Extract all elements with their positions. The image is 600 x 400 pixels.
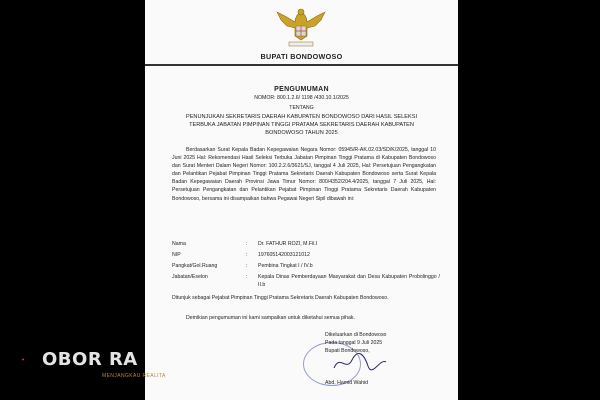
doc-title: PENGUMUMAN (274, 86, 329, 93)
field-colon: : (246, 274, 248, 280)
doc-tentang: TENTANG (289, 105, 314, 111)
header-divider (145, 64, 458, 66)
doc-body: Berdasarkan Surat Kepala Badan Kepegawaian Negara Nomor: 05945/R-AK.02.03/SD/K/2025, tanggal 10 Juni 2025 Hal: Rekomendasi Hasil Seleksi Terbuka Jabatan Pimpinan Tinggi Pratama di Kabupaten Bondowoso dan Surat Menteri Dalam Negeri Nomor: 100.2.2.6/3621/SJ, tanggal 4 Juli 2025, Hal: Persetujuan Pengangkatan dan Pelantikan Pejabat Pimpinan Tinggi Pratama Sekretaris Daerah Kabupaten Bondowoso serta Surat Kepala Badan Kepegawaian Daerah Provinsi Jawa Timur Nomor: 800/4352/204.4/2025, tanggal 7 Juli 2025, Hal: Persetujuan Pengangkatan dan Pelantikan Pejabat Pimpinan Tinggi Pratama Sekretaris Daerah Kabupaten Bondowoso, bersama ini disampaikan bahwa Pegawai Negeri Sipil dibawah ini: (172, 147, 436, 202)
employee-details (172, 240, 440, 292)
field-rank (172, 262, 440, 270)
document-page (145, 0, 458, 400)
field-label: Jabatan/Eselon (172, 274, 208, 280)
field-name (172, 240, 440, 248)
closing-text: Demikian pengumuman ini kami sampaikan untuk diketahui semua pihak. (186, 315, 355, 321)
issued-place: Dikeluarkan di Bondowoso (325, 332, 387, 338)
doc-number: NOMOR: 800.1.2.6/ 1198 /430.10.1/2025 (254, 95, 349, 101)
watermark-brand: OBOR RA (42, 349, 138, 370)
field-colon: : (246, 241, 248, 247)
field-position (172, 273, 440, 289)
field-value: Kepala Dinas Pemberdayaan Masyarakat dan Desa Kabupaten Probolinggo / II.b (258, 274, 440, 288)
field-label: Pangkat/Gol.Ruang (172, 263, 218, 269)
field-label: Nama (172, 241, 186, 247)
watermark-flame-icon (22, 349, 42, 371)
doc-subject: PENUNJUKAN SEKRETARIS DAERAH KABUPATEN BONDOWOSO DARI HASIL SELEKSI TERBUKA JABATAN PIMPINAN TINGGI PRATAMA SEKRETARIS DAERAH KABUPATEN BONDOWOSO TAHUN 2025 (185, 114, 418, 136)
field-nip (172, 251, 440, 259)
issued-date: Pada tanggal 9 Juli 2025 (325, 340, 383, 346)
field-label: NIP (172, 252, 181, 258)
field-colon: : (246, 263, 248, 269)
watermark-tagline: MENJANGKAU REALITA (102, 373, 166, 379)
field-value: 197605142003121012 (258, 252, 310, 258)
field-value: Dr. FATHUR ROZI, M.Fil.I (258, 241, 318, 247)
garuda-emblem-icon (273, 6, 329, 50)
appointment-text: Ditunjuk sebagai Pejabat Pimpinan Tinggi Pratama Sekretaris Daerah Kabupaten Bondowoso. (172, 295, 389, 301)
regent-header: BUPATI BONDOWOSO (260, 52, 343, 61)
field-colon: : (246, 252, 248, 258)
signer-position: Bupati Bondowoso, (325, 348, 370, 354)
field-value: Pembina Tingkat I / IV.b (258, 263, 313, 269)
signature-block (325, 331, 386, 387)
signer-name: Abd. Hamid Wahid (325, 380, 369, 386)
